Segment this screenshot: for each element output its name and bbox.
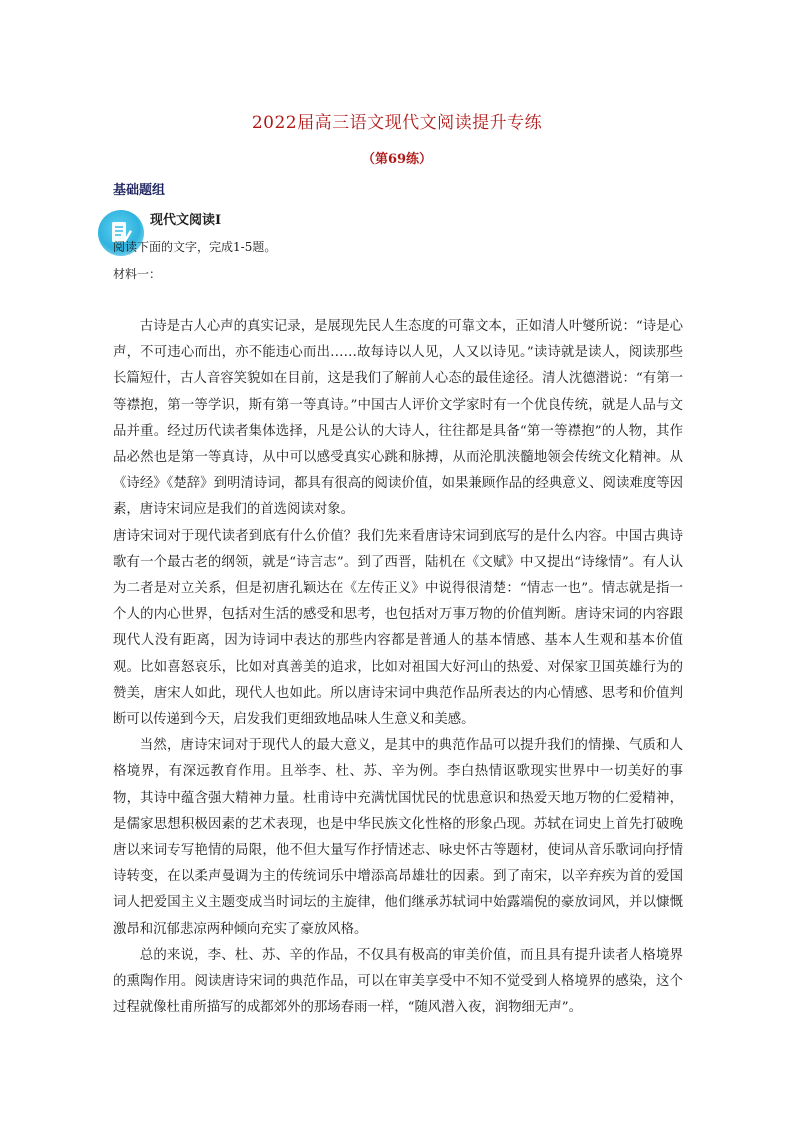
document-title: 2022届高三语文现代文阅读提升专练 <box>251 113 543 133</box>
document-subtitle: （第69练） <box>361 152 433 167</box>
reading-instruction: 阅读下面的文字，完成1-5题。 <box>113 240 277 254</box>
group-heading: 基础题组 <box>113 183 166 198</box>
material-label: 材料一： <box>113 267 162 281</box>
paragraph: 总的来说，李、杜、苏、辛的作品，不仅具有极高的审美价值，而且具有提升读者人格境界的熏陶作用。阅读唐诗宋词的典范作品，可以在审美享受中不知不觉受到人格境界的感染，这个过程就像杜甫所描写的成都郊外的那场春雨一样，“随风潜入夜，润物细无声”。 <box>113 947 683 1016</box>
article-body <box>113 314 683 1021</box>
paragraph: 当然，唐诗宋词对于现代人的最大意义，是其中的典范作品可以提升我们的情操、气质和人格境界，有深远教育作用。且举李、杜、苏、辛为例。李白热情讴歌现实世界中一切美好的事物，其诗中蕴含强大精神力量。杜甫诗中充满忧国忧民的忧患意识和热爱天地万物的仁爱精神，是儒家思想积极因素的艺术表现，也是中华民族文化性格的形象凸现。苏轼在词史上首先打破晚唐以来词专写艳情的局限，他不但大量写作抒情述志、咏史怀古等题材，使词从音乐歌词向抒情诗转变，在以柔声曼调为主的传统词乐中增添高昂雄壮的因素。到了南宋，以辛弃疾为首的爱国词人把爱国主义主题变成当时词坛的主旋律，他们继承苏轼词中始露端倪的豪放词风，并以慷慨激昂和沉郁悲凉两种倾向充实了豪放风格。 <box>113 738 683 937</box>
paragraph: 唐诗宋词对于现代读者到底有什么价值？我们先来看唐诗宋词到底写的是什么内容。中国古典诗歌有一个最古老的纲领，就是“诗言志”。到了西晋，陆机在《文赋》中又提出“诗缘情”。有人认为二者是对立关系，但是初唐孔颖达在《左传正义》中说得很清楚：“情志一也”。情志就是指一个人的内心世界，包括对生活的感受和思考，也包括对万事万物的价值判断。唐诗宋词的内容跟现代人没有距离，因为诗词中表达的那些内容都是普通人的基本情感、基本人生观和基本价值观。比如喜怒哀乐，比如对真善美的追求，比如对祖国大好河山的热爱、对保家卫国英雄行为的赞美，唐宋人如此，现代人也如此。所以唐诗宋词中典范作品所表达的内心情感、思考和价值判断可以传递到今天，启发我们更细致地品味人生意义和美感。 <box>113 528 683 728</box>
section-title: 现代文阅读Ⅰ <box>150 213 222 228</box>
paragraph: 古诗是古人心声的真实记录，是展现先民人生态度的可靠文本，正如清人叶燮所说：“诗是心声，不可违心而出，亦不能违心而出……故每诗以人见，人又以诗见。”读诗就是读人，阅读那些长篇短什，古人音容笑貌如在目前，这是我们了解前人心态的最佳途径。清人沈德潜说：“有第一等襟抱，第一等学识，斯有第一等真诗。”中国古人评价文学家时有一个优良传统，就是人品与文品并重。经过历代读者集体选择，凡是公认的大诗人，往往都是具备“第一等襟抱”的人物，其作品必然也是第一等真诗，从中可以感受真实心跳和脉搏，从而沦肌浃髓地领会传统文化精神。从《诗经》《楚辞》到明清诗词，都具有很高的阅读价值，如果兼顾作品的经典意义、阅读难度等因素，唐诗宋词应是我们的首选阅读对象。 <box>113 319 683 518</box>
